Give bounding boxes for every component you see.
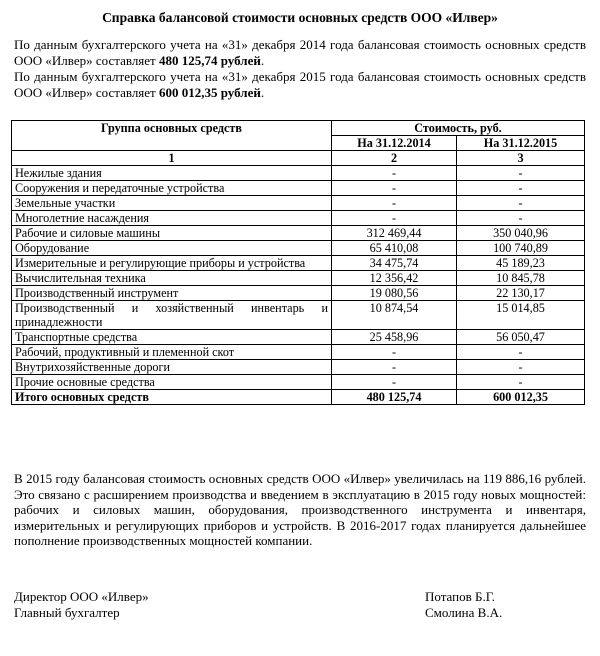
value-2015: - xyxy=(457,181,585,196)
asset-group-name: Прочие основные средства xyxy=(12,375,332,390)
value-2014: - xyxy=(332,181,457,196)
value-2014: - xyxy=(332,345,457,360)
value-2014: - xyxy=(332,211,457,226)
asset-group-name: Внутрихозяйственные дороги xyxy=(12,360,332,375)
table-row xyxy=(12,330,585,345)
value-2014: - xyxy=(332,360,457,375)
header-2014: На 31.12.2014 xyxy=(332,136,457,151)
director-title: Директор ООО «Илвер» xyxy=(14,589,149,604)
table-row xyxy=(12,196,585,211)
value-2014: 10 874,54 xyxy=(332,301,457,330)
intro-paragraph-2014 xyxy=(14,37,586,69)
value-2014: - xyxy=(332,166,457,181)
fixed-assets-table xyxy=(11,120,585,405)
value-2014: 480 125,74 xyxy=(332,390,457,405)
value-2014: 12 356,42 xyxy=(332,271,457,286)
value-2014: 19 080,56 xyxy=(332,286,457,301)
value-2014: 25 458,96 xyxy=(332,330,457,345)
asset-group-name: Вычислительная техника xyxy=(12,271,332,286)
value-2015: - xyxy=(457,166,585,181)
table-row xyxy=(12,375,585,390)
column-number-1: 1 xyxy=(12,151,332,166)
value-2015: 100 740,89 xyxy=(457,241,585,256)
table-row xyxy=(12,226,585,241)
asset-group-name: Многолетние насаждения xyxy=(12,211,332,226)
value-2015: 10 845,78 xyxy=(457,271,585,286)
table-row xyxy=(12,360,585,375)
asset-group-name: Нежилые здания xyxy=(12,166,332,181)
table-body xyxy=(12,166,585,405)
table-row xyxy=(12,271,585,286)
value-2014: 34 475,74 xyxy=(332,256,457,271)
value-2015: 56 050,47 xyxy=(457,330,585,345)
value-2015: - xyxy=(457,360,585,375)
asset-group-name: Рабочие и силовые машины xyxy=(12,226,332,241)
asset-group-name: Измерительные и регулирующие приборы и устройства xyxy=(12,256,332,271)
value-2015: - xyxy=(457,345,585,360)
header-group: Группа основных средств xyxy=(12,121,332,151)
value-2015: 45 189,23 xyxy=(457,256,585,271)
intro-suffix-2015: . xyxy=(260,85,265,100)
table-row xyxy=(12,256,585,271)
table-row xyxy=(12,241,585,256)
accountant-title: Главный бухгалтер xyxy=(14,605,120,620)
asset-group-name: Земельные участки xyxy=(12,196,332,211)
intro-paragraph-2015 xyxy=(14,69,586,101)
asset-group-name: Производственный инструмент xyxy=(12,286,332,301)
asset-group-name: Транспортные средства xyxy=(12,330,332,345)
table-row xyxy=(12,211,585,226)
value-2015: 600 012,35 xyxy=(457,390,585,405)
document-title: Справка балансовой стоимости основных средств ООО «Илвер» xyxy=(102,10,498,25)
value-2015: 22 130,17 xyxy=(457,286,585,301)
column-number-3: 3 xyxy=(457,151,585,166)
conclusion-paragraph: В 2015 году балансовая стоимость основных средств ООО «Илвер» увеличилась на 119 886,16 рублей. Это связано с расширением производства и введением в эксплуатацию в 2015 году новых мощностей: рабочих и силовых машин, оборудования, производственного инструмента и инвентаря, измерительных и регулирующих приборов и устройств. В 2016-2017 годах планируется дальнейшее пополнение производственных мощностей компании. xyxy=(14,471,586,548)
table-row xyxy=(12,181,585,196)
asset-group-name: Оборудование xyxy=(12,241,332,256)
value-2014: - xyxy=(332,375,457,390)
value-2014: 312 469,44 xyxy=(332,226,457,241)
asset-group-name: Рабочий, продуктивный и племенной скот xyxy=(12,345,332,360)
header-cost: Стоимость, руб. xyxy=(332,121,585,136)
value-2015: 350 040,96 xyxy=(457,226,585,241)
value-2014: 65 410,08 xyxy=(332,241,457,256)
director-name: Потапов Б.Г. xyxy=(425,589,496,604)
total-row xyxy=(12,390,585,405)
value-2015: - xyxy=(457,211,585,226)
intro-value-2014: 480 125,74 рублей xyxy=(158,53,261,68)
table-row xyxy=(12,301,585,330)
value-2014: - xyxy=(332,196,457,211)
asset-group-name: Сооружения и передаточные устройства xyxy=(12,181,332,196)
table-row xyxy=(12,286,585,301)
intro-value-2015: 600 012,35 рублей xyxy=(158,85,261,100)
table-row xyxy=(12,166,585,181)
value-2015: - xyxy=(457,196,585,211)
asset-group-name: Производственный и хозяйственный инвентарь и принадлежности xyxy=(12,301,332,330)
accountant-name: Смолина В.А. xyxy=(425,605,503,620)
asset-group-name: Итого основных средств xyxy=(12,390,332,405)
intro-text-2014: По данным бухгалтерского учета на «31» декабря 2014 года балансовая стоимость основных средств ООО «Илвер» составляет xyxy=(14,37,586,68)
value-2015: 15 014,85 xyxy=(457,301,585,330)
table-row xyxy=(12,345,585,360)
value-2015: - xyxy=(457,375,585,390)
intro-text-2015: По данным бухгалтерского учета на «31» декабря 2015 года балансовая стоимость основных средств ООО «Илвер» составляет xyxy=(14,69,586,100)
intro-suffix-2014: . xyxy=(260,53,265,68)
column-number-2: 2 xyxy=(332,151,457,166)
header-2015: На 31.12.2015 xyxy=(457,136,585,151)
